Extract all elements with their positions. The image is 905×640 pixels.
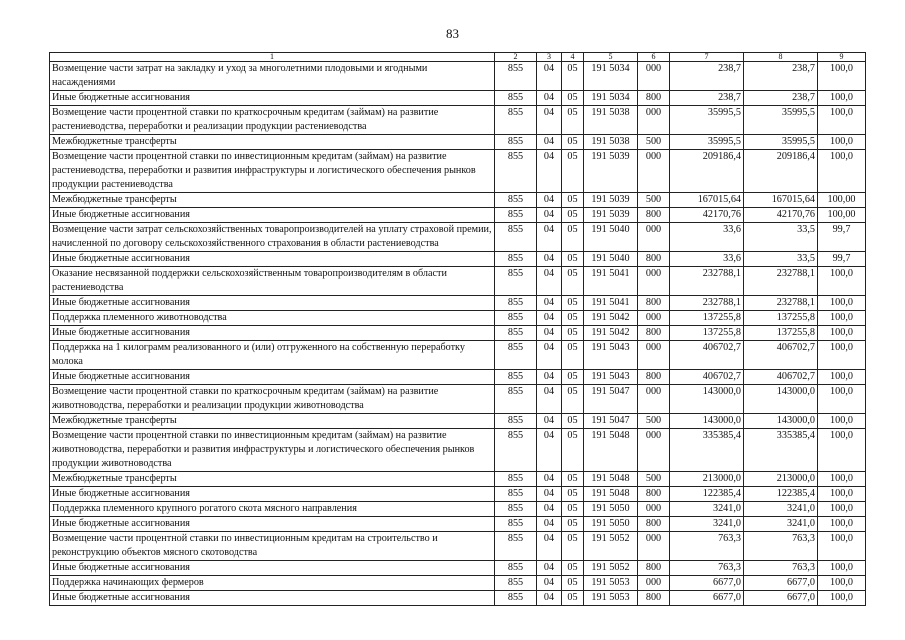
row-code-admin: 855 <box>495 135 537 150</box>
row-actual: 238,7 <box>744 91 818 106</box>
row-code-subsection: 05 <box>562 223 584 252</box>
row-name: Иные бюджетные ассигнования <box>50 370 495 385</box>
row-plan: 238,7 <box>670 62 744 91</box>
header-cell: 9 <box>818 53 866 62</box>
row-code-section: 04 <box>537 326 562 341</box>
row-code-type: 000 <box>638 150 670 193</box>
row-percent: 100,0 <box>818 267 866 296</box>
table-row <box>50 135 866 150</box>
row-plan: 3241,0 <box>670 517 744 532</box>
table-row <box>50 267 866 296</box>
row-code-target: 191 5038 <box>584 106 638 135</box>
row-code-target: 191 5042 <box>584 326 638 341</box>
row-percent: 99,7 <box>818 252 866 267</box>
row-code-subsection: 05 <box>562 487 584 502</box>
row-code-type: 000 <box>638 429 670 472</box>
row-code-type: 000 <box>638 385 670 414</box>
row-actual: 35995,5 <box>744 106 818 135</box>
table-body <box>50 53 866 606</box>
row-plan: 232788,1 <box>670 296 744 311</box>
row-code-subsection: 05 <box>562 267 584 296</box>
row-code-type: 500 <box>638 193 670 208</box>
row-code-subsection: 05 <box>562 326 584 341</box>
row-actual: 33,5 <box>744 252 818 267</box>
row-code-subsection: 05 <box>562 385 584 414</box>
row-code-section: 04 <box>537 385 562 414</box>
row-code-target: 191 5050 <box>584 502 638 517</box>
table-row <box>50 296 866 311</box>
row-code-type: 800 <box>638 326 670 341</box>
row-actual: 232788,1 <box>744 296 818 311</box>
row-percent: 100,0 <box>818 296 866 311</box>
row-code-subsection: 05 <box>562 311 584 326</box>
row-percent: 100,0 <box>818 311 866 326</box>
row-name: Межбюджетные трансферты <box>50 193 495 208</box>
row-code-type: 800 <box>638 487 670 502</box>
row-code-admin: 855 <box>495 385 537 414</box>
row-code-target: 191 5048 <box>584 487 638 502</box>
row-plan: 209186,4 <box>670 150 744 193</box>
row-code-admin: 855 <box>495 532 537 561</box>
row-code-target: 191 5050 <box>584 517 638 532</box>
header-cell: 6 <box>638 53 670 62</box>
row-code-type: 000 <box>638 267 670 296</box>
row-code-admin: 855 <box>495 487 537 502</box>
row-code-target: 191 5039 <box>584 193 638 208</box>
row-code-subsection: 05 <box>562 193 584 208</box>
row-code-type: 800 <box>638 561 670 576</box>
row-code-admin: 855 <box>495 517 537 532</box>
row-code-type: 500 <box>638 472 670 487</box>
row-actual: 209186,4 <box>744 150 818 193</box>
row-plan: 238,7 <box>670 91 744 106</box>
table-row <box>50 252 866 267</box>
row-code-subsection: 05 <box>562 591 584 606</box>
row-name: Возмещение части процентной ставки по краткосрочным кредитам (займам) на развитие растениеводства, переработки и реализации продукции растениеводства <box>50 106 495 135</box>
row-plan: 143000,0 <box>670 385 744 414</box>
row-actual: 137255,8 <box>744 326 818 341</box>
row-code-subsection: 05 <box>562 106 584 135</box>
row-code-type: 800 <box>638 591 670 606</box>
row-code-subsection: 05 <box>562 502 584 517</box>
row-code-admin: 855 <box>495 62 537 91</box>
row-plan: 35995,5 <box>670 135 744 150</box>
row-percent: 100,0 <box>818 91 866 106</box>
row-name: Возмещение части процентной ставки по инвестиционным кредитам на строительство и реконструкцию объектов мясного скотоводства <box>50 532 495 561</box>
row-name: Поддержка племенного крупного рогатого скота мясного направления <box>50 502 495 517</box>
row-code-type: 000 <box>638 311 670 326</box>
row-code-section: 04 <box>537 91 562 106</box>
row-code-section: 04 <box>537 429 562 472</box>
header-cell: 2 <box>495 53 537 62</box>
row-code-type: 800 <box>638 296 670 311</box>
row-code-section: 04 <box>537 252 562 267</box>
table-row <box>50 341 866 370</box>
row-code-subsection: 05 <box>562 517 584 532</box>
row-name: Иные бюджетные ассигнования <box>50 91 495 106</box>
row-actual: 406702,7 <box>744 370 818 385</box>
row-actual: 232788,1 <box>744 267 818 296</box>
row-plan: 763,3 <box>670 561 744 576</box>
row-name: Возмещение части процентной ставки по краткосрочным кредитам (займам) на развитие животноводства, переработки и реализации продукции животноводства <box>50 385 495 414</box>
row-plan: 33,6 <box>670 252 744 267</box>
row-plan: 137255,8 <box>670 311 744 326</box>
row-code-section: 04 <box>537 414 562 429</box>
row-code-target: 191 5034 <box>584 91 638 106</box>
table-row <box>50 326 866 341</box>
row-plan: 167015,64 <box>670 193 744 208</box>
row-percent: 100,00 <box>818 208 866 223</box>
row-code-subsection: 05 <box>562 341 584 370</box>
table-row <box>50 193 866 208</box>
row-plan: 35995,5 <box>670 106 744 135</box>
row-code-target: 191 5052 <box>584 532 638 561</box>
table-row <box>50 487 866 502</box>
row-code-target: 191 5048 <box>584 429 638 472</box>
row-percent: 100,0 <box>818 532 866 561</box>
row-code-subsection: 05 <box>562 472 584 487</box>
row-actual: 3241,0 <box>744 517 818 532</box>
row-code-section: 04 <box>537 208 562 223</box>
table-row <box>50 106 866 135</box>
row-code-type: 000 <box>638 576 670 591</box>
row-code-section: 04 <box>537 150 562 193</box>
row-code-target: 191 5041 <box>584 296 638 311</box>
row-code-subsection: 05 <box>562 252 584 267</box>
row-code-section: 04 <box>537 341 562 370</box>
budget-table <box>49 52 866 606</box>
row-code-section: 04 <box>537 267 562 296</box>
row-code-target: 191 5040 <box>584 252 638 267</box>
row-actual: 167015,64 <box>744 193 818 208</box>
row-code-admin: 855 <box>495 150 537 193</box>
row-name: Межбюджетные трансферты <box>50 135 495 150</box>
row-actual: 763,3 <box>744 532 818 561</box>
row-code-section: 04 <box>537 591 562 606</box>
row-code-subsection: 05 <box>562 414 584 429</box>
row-name: Иные бюджетные ассигнования <box>50 517 495 532</box>
row-plan: 137255,8 <box>670 326 744 341</box>
table-row <box>50 502 866 517</box>
row-plan: 406702,7 <box>670 370 744 385</box>
row-actual: 143000,0 <box>744 385 818 414</box>
row-actual: 763,3 <box>744 561 818 576</box>
row-code-admin: 855 <box>495 326 537 341</box>
row-code-type: 000 <box>638 502 670 517</box>
row-plan: 763,3 <box>670 532 744 561</box>
table-row <box>50 150 866 193</box>
row-code-section: 04 <box>537 502 562 517</box>
row-code-subsection: 05 <box>562 62 584 91</box>
header-cell: 8 <box>744 53 818 62</box>
row-code-admin: 855 <box>495 106 537 135</box>
row-code-type: 000 <box>638 223 670 252</box>
row-code-section: 04 <box>537 311 562 326</box>
row-code-section: 04 <box>537 370 562 385</box>
row-code-subsection: 05 <box>562 150 584 193</box>
page-number: 83 <box>446 26 459 41</box>
row-code-section: 04 <box>537 296 562 311</box>
row-percent: 100,0 <box>818 487 866 502</box>
row-plan: 42170,76 <box>670 208 744 223</box>
row-code-type: 000 <box>638 62 670 91</box>
row-actual: 143000,0 <box>744 414 818 429</box>
row-percent: 100,0 <box>818 62 866 91</box>
row-percent: 100,0 <box>818 370 866 385</box>
row-code-target: 191 5034 <box>584 62 638 91</box>
row-percent: 99,7 <box>818 223 866 252</box>
row-code-admin: 855 <box>495 91 537 106</box>
row-plan: 335385,4 <box>670 429 744 472</box>
table-row <box>50 561 866 576</box>
row-code-subsection: 05 <box>562 296 584 311</box>
row-code-target: 191 5047 <box>584 385 638 414</box>
row-code-target: 191 5038 <box>584 135 638 150</box>
row-code-admin: 855 <box>495 311 537 326</box>
row-percent: 100,0 <box>818 150 866 193</box>
table-row <box>50 517 866 532</box>
header-cell: 1 <box>50 53 495 62</box>
table-row <box>50 591 866 606</box>
row-actual: 335385,4 <box>744 429 818 472</box>
row-code-admin: 855 <box>495 296 537 311</box>
row-percent: 100,0 <box>818 106 866 135</box>
row-plan: 3241,0 <box>670 502 744 517</box>
row-actual: 213000,0 <box>744 472 818 487</box>
table-row <box>50 208 866 223</box>
row-name: Иные бюджетные ассигнования <box>50 326 495 341</box>
row-name: Поддержка племенного животноводства <box>50 311 495 326</box>
row-code-section: 04 <box>537 135 562 150</box>
row-code-target: 191 5040 <box>584 223 638 252</box>
table-row <box>50 414 866 429</box>
header-cell: 4 <box>562 53 584 62</box>
row-name: Возмещение части процентной ставки по инвестиционным кредитам (займам) на развитие животноводства, переработки и развития инфраструктуры и логистического обеспечения рынков продукции животноводства <box>50 429 495 472</box>
row-code-subsection: 05 <box>562 91 584 106</box>
table-row <box>50 532 866 561</box>
table-row <box>50 429 866 472</box>
row-name: Возмещение части затрат на закладку и уход за многолетними плодовыми и ягодными насаждениями <box>50 62 495 91</box>
row-percent: 100,0 <box>818 429 866 472</box>
row-code-admin: 855 <box>495 267 537 296</box>
row-code-section: 04 <box>537 193 562 208</box>
row-percent: 100,0 <box>818 385 866 414</box>
table-row <box>50 576 866 591</box>
row-code-admin: 855 <box>495 429 537 472</box>
row-code-type: 800 <box>638 370 670 385</box>
row-percent: 100,0 <box>818 576 866 591</box>
row-actual: 137255,8 <box>744 311 818 326</box>
row-actual: 238,7 <box>744 62 818 91</box>
row-name: Иные бюджетные ассигнования <box>50 208 495 223</box>
table-row <box>50 385 866 414</box>
row-code-target: 191 5043 <box>584 341 638 370</box>
header-cell: 5 <box>584 53 638 62</box>
row-code-type: 000 <box>638 106 670 135</box>
row-code-section: 04 <box>537 561 562 576</box>
table-row <box>50 311 866 326</box>
row-code-admin: 855 <box>495 472 537 487</box>
row-code-subsection: 05 <box>562 532 584 561</box>
row-code-section: 04 <box>537 532 562 561</box>
row-percent: 100,0 <box>818 135 866 150</box>
row-plan: 232788,1 <box>670 267 744 296</box>
row-percent: 100,0 <box>818 472 866 487</box>
row-code-section: 04 <box>537 487 562 502</box>
row-code-subsection: 05 <box>562 370 584 385</box>
row-code-target: 191 5043 <box>584 370 638 385</box>
row-code-type: 500 <box>638 414 670 429</box>
row-actual: 33,5 <box>744 223 818 252</box>
row-code-section: 04 <box>537 517 562 532</box>
row-actual: 6677,0 <box>744 591 818 606</box>
row-code-section: 04 <box>537 223 562 252</box>
row-plan: 143000,0 <box>670 414 744 429</box>
row-name: Иные бюджетные ассигнования <box>50 561 495 576</box>
row-code-admin: 855 <box>495 414 537 429</box>
row-code-target: 191 5052 <box>584 561 638 576</box>
row-plan: 213000,0 <box>670 472 744 487</box>
row-name: Оказание несвязанной поддержки сельскохозяйственным товаропроизводителям в области растениеводства <box>50 267 495 296</box>
row-actual: 42170,76 <box>744 208 818 223</box>
header-row <box>50 53 866 62</box>
row-name: Иные бюджетные ассигнования <box>50 487 495 502</box>
row-code-subsection: 05 <box>562 208 584 223</box>
row-code-subsection: 05 <box>562 576 584 591</box>
row-code-type: 800 <box>638 252 670 267</box>
row-code-subsection: 05 <box>562 429 584 472</box>
row-percent: 100,0 <box>818 414 866 429</box>
row-code-admin: 855 <box>495 341 537 370</box>
table-row <box>50 472 866 487</box>
row-code-admin: 855 <box>495 370 537 385</box>
row-code-section: 04 <box>537 106 562 135</box>
row-code-target: 191 5039 <box>584 150 638 193</box>
row-code-target: 191 5039 <box>584 208 638 223</box>
row-code-type: 000 <box>638 532 670 561</box>
row-code-admin: 855 <box>495 193 537 208</box>
row-percent: 100,0 <box>818 517 866 532</box>
row-code-admin: 855 <box>495 252 537 267</box>
row-code-type: 800 <box>638 208 670 223</box>
row-code-type: 800 <box>638 91 670 106</box>
row-actual: 6677,0 <box>744 576 818 591</box>
row-code-target: 191 5048 <box>584 472 638 487</box>
row-code-admin: 855 <box>495 561 537 576</box>
row-code-section: 04 <box>537 472 562 487</box>
row-name: Иные бюджетные ассигнования <box>50 252 495 267</box>
header-cell: 7 <box>670 53 744 62</box>
row-percent: 100,0 <box>818 502 866 517</box>
row-name: Межбюджетные трансферты <box>50 414 495 429</box>
row-percent: 100,00 <box>818 193 866 208</box>
row-plan: 6677,0 <box>670 576 744 591</box>
row-code-admin: 855 <box>495 208 537 223</box>
row-code-section: 04 <box>537 576 562 591</box>
row-percent: 100,0 <box>818 591 866 606</box>
row-code-admin: 855 <box>495 576 537 591</box>
row-percent: 100,0 <box>818 561 866 576</box>
row-name: Межбюджетные трансферты <box>50 472 495 487</box>
row-code-type: 800 <box>638 517 670 532</box>
row-code-subsection: 05 <box>562 561 584 576</box>
row-code-type: 000 <box>638 341 670 370</box>
row-code-admin: 855 <box>495 591 537 606</box>
row-plan: 122385,4 <box>670 487 744 502</box>
row-code-target: 191 5053 <box>584 576 638 591</box>
row-name: Возмещение части процентной ставки по инвестиционным кредитам (займам) на развитие растениеводства, переработки и развития инфраструктуры и логистического обеспечения рынков продукции растениеводства <box>50 150 495 193</box>
table-row <box>50 370 866 385</box>
row-percent: 100,0 <box>818 326 866 341</box>
table-row <box>50 91 866 106</box>
row-code-target: 191 5041 <box>584 267 638 296</box>
row-name: Иные бюджетные ассигнования <box>50 296 495 311</box>
row-code-admin: 855 <box>495 223 537 252</box>
row-percent: 100,0 <box>818 341 866 370</box>
row-code-type: 500 <box>638 135 670 150</box>
row-name: Иные бюджетные ассигнования <box>50 591 495 606</box>
row-name: Возмещение части затрат сельскохозяйственных товаропроизводителей на уплату страховой премии, начисленной по договору сельскохозяйственного страхования в области растениеводства <box>50 223 495 252</box>
row-code-target: 191 5053 <box>584 591 638 606</box>
row-name: Поддержка на 1 килограмм реализованного и (или) отгруженного на собственную переработку молока <box>50 341 495 370</box>
row-code-admin: 855 <box>495 502 537 517</box>
row-plan: 6677,0 <box>670 591 744 606</box>
table-row <box>50 223 866 252</box>
row-code-section: 04 <box>537 62 562 91</box>
row-code-target: 191 5047 <box>584 414 638 429</box>
row-actual: 122385,4 <box>744 487 818 502</box>
table-row <box>50 62 866 91</box>
row-actual: 406702,7 <box>744 341 818 370</box>
header-cell: 3 <box>537 53 562 62</box>
row-actual: 35995,5 <box>744 135 818 150</box>
row-plan: 406702,7 <box>670 341 744 370</box>
row-plan: 33,6 <box>670 223 744 252</box>
row-name: Поддержка начинающих фермеров <box>50 576 495 591</box>
row-code-target: 191 5042 <box>584 311 638 326</box>
row-code-subsection: 05 <box>562 135 584 150</box>
row-actual: 3241,0 <box>744 502 818 517</box>
